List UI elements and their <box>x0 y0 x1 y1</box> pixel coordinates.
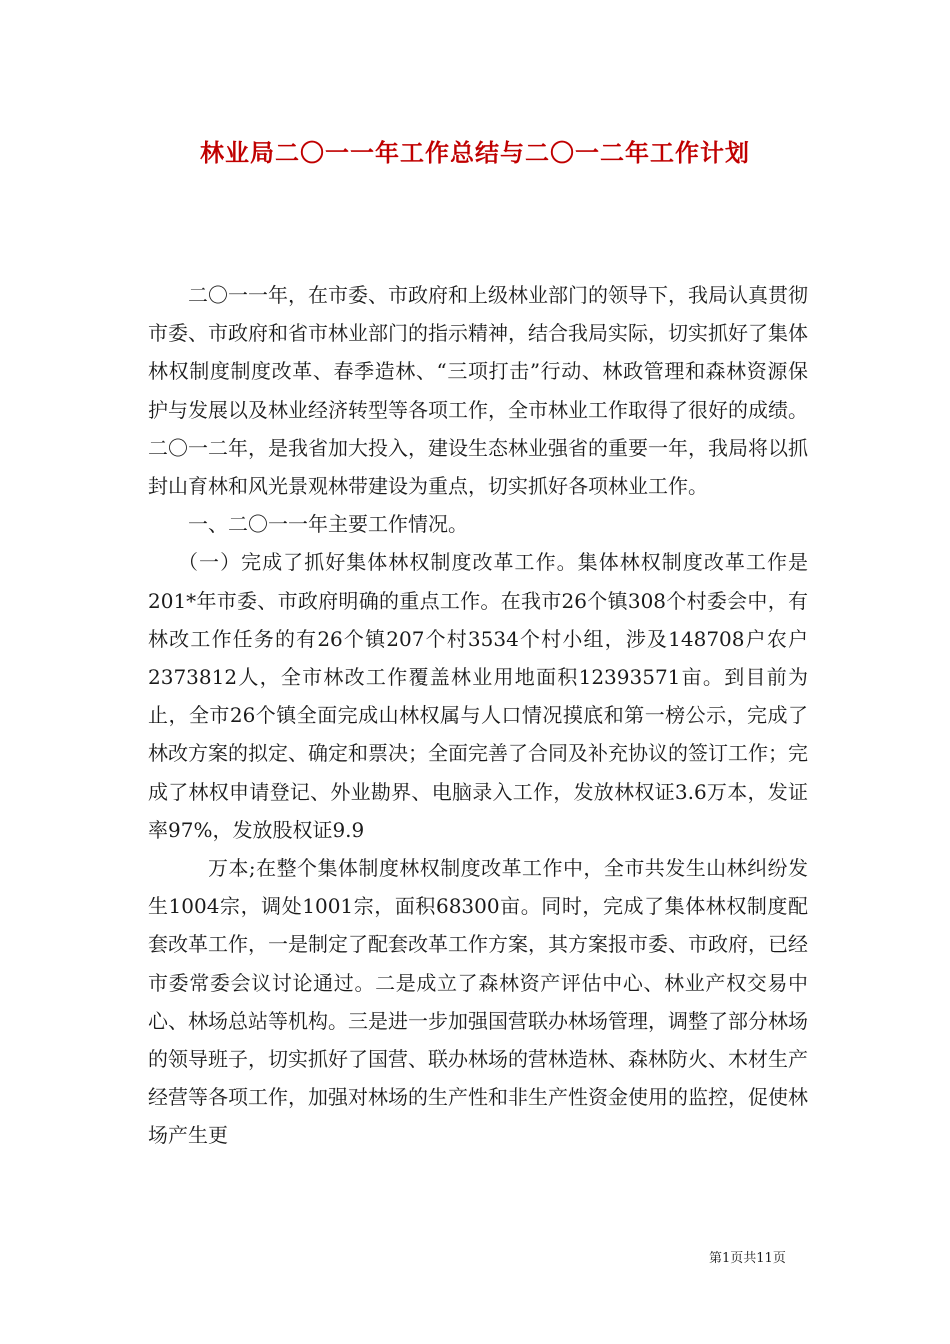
paragraph-forest-reform: （一）完成了抓好集体林权制度改革工作。集体林权制度改革工作是201*年市委、市政府明确的重点工作。在我市26个镇308个村委会中，有林改工作任务的有26个镇207个村3534个村小组，涉及148708户农户2373812人，全市林改工作覆盖林业用地面积12393571亩。到目前为止，全市26个镇全面完成山林权属与人口情况摸底和第一榜公示，完成了林改方案的拟定、确定和票决；全面完善了合同及补充协议的签订工作；完成了林权申请登记、外业勘界、电脑录入工作，发放林权证3.6万本，发证率97%，发放股权证9.9 <box>148 550 808 842</box>
section-heading-1: 一、二〇一一年主要工作情况。 <box>188 512 468 537</box>
document-body <box>148 276 808 1155</box>
paragraph-intro: 二〇一一年，在市委、市政府和上级林业部门的领导下，我局认真贯彻市委、市政府和省市林业部门的指示精神，结合我局实际，切实抓好了集体林权制度制度改革、春季造林、“三项打击”行动、林政管理和森林资源保护与发展以及林业经济转型等各项工作，全市林业工作取得了很好的成绩。二〇一二年，是我省加大投入，建设生态林业强省的重要一年，我局将以抓封山育林和风光景观林带建设为重点，切实抓好各项林业工作。 <box>148 283 808 499</box>
document-title: 林业局二〇一一年工作总结与二〇一二年工作计划 <box>200 138 750 167</box>
paragraph-forest-reform-continued: 万本;在整个集体制度林权制度改革工作中，全市共发生山林纠纷发生1004宗，调处1001宗，面积68300亩。同时，完成了集体林权制度配套改革工作，一是制定了配套改革工作方案，其方案报市委、市政府，已经市委常委会议讨论通过。二是成立了森林资产评估中心、林业产权交易中心、林场总站等机构。三是进一步加强国营联办林场管理，调整了部分林场的领导班子，切实抓好了国营、联办林场的营林造林、森林防火、木材生产经营等各项工作，加强对林场的生产性和非生产性资金使用的监控，促使林场产生更 <box>148 856 808 1148</box>
page-number: 第1页共11页 <box>709 1251 786 1266</box>
